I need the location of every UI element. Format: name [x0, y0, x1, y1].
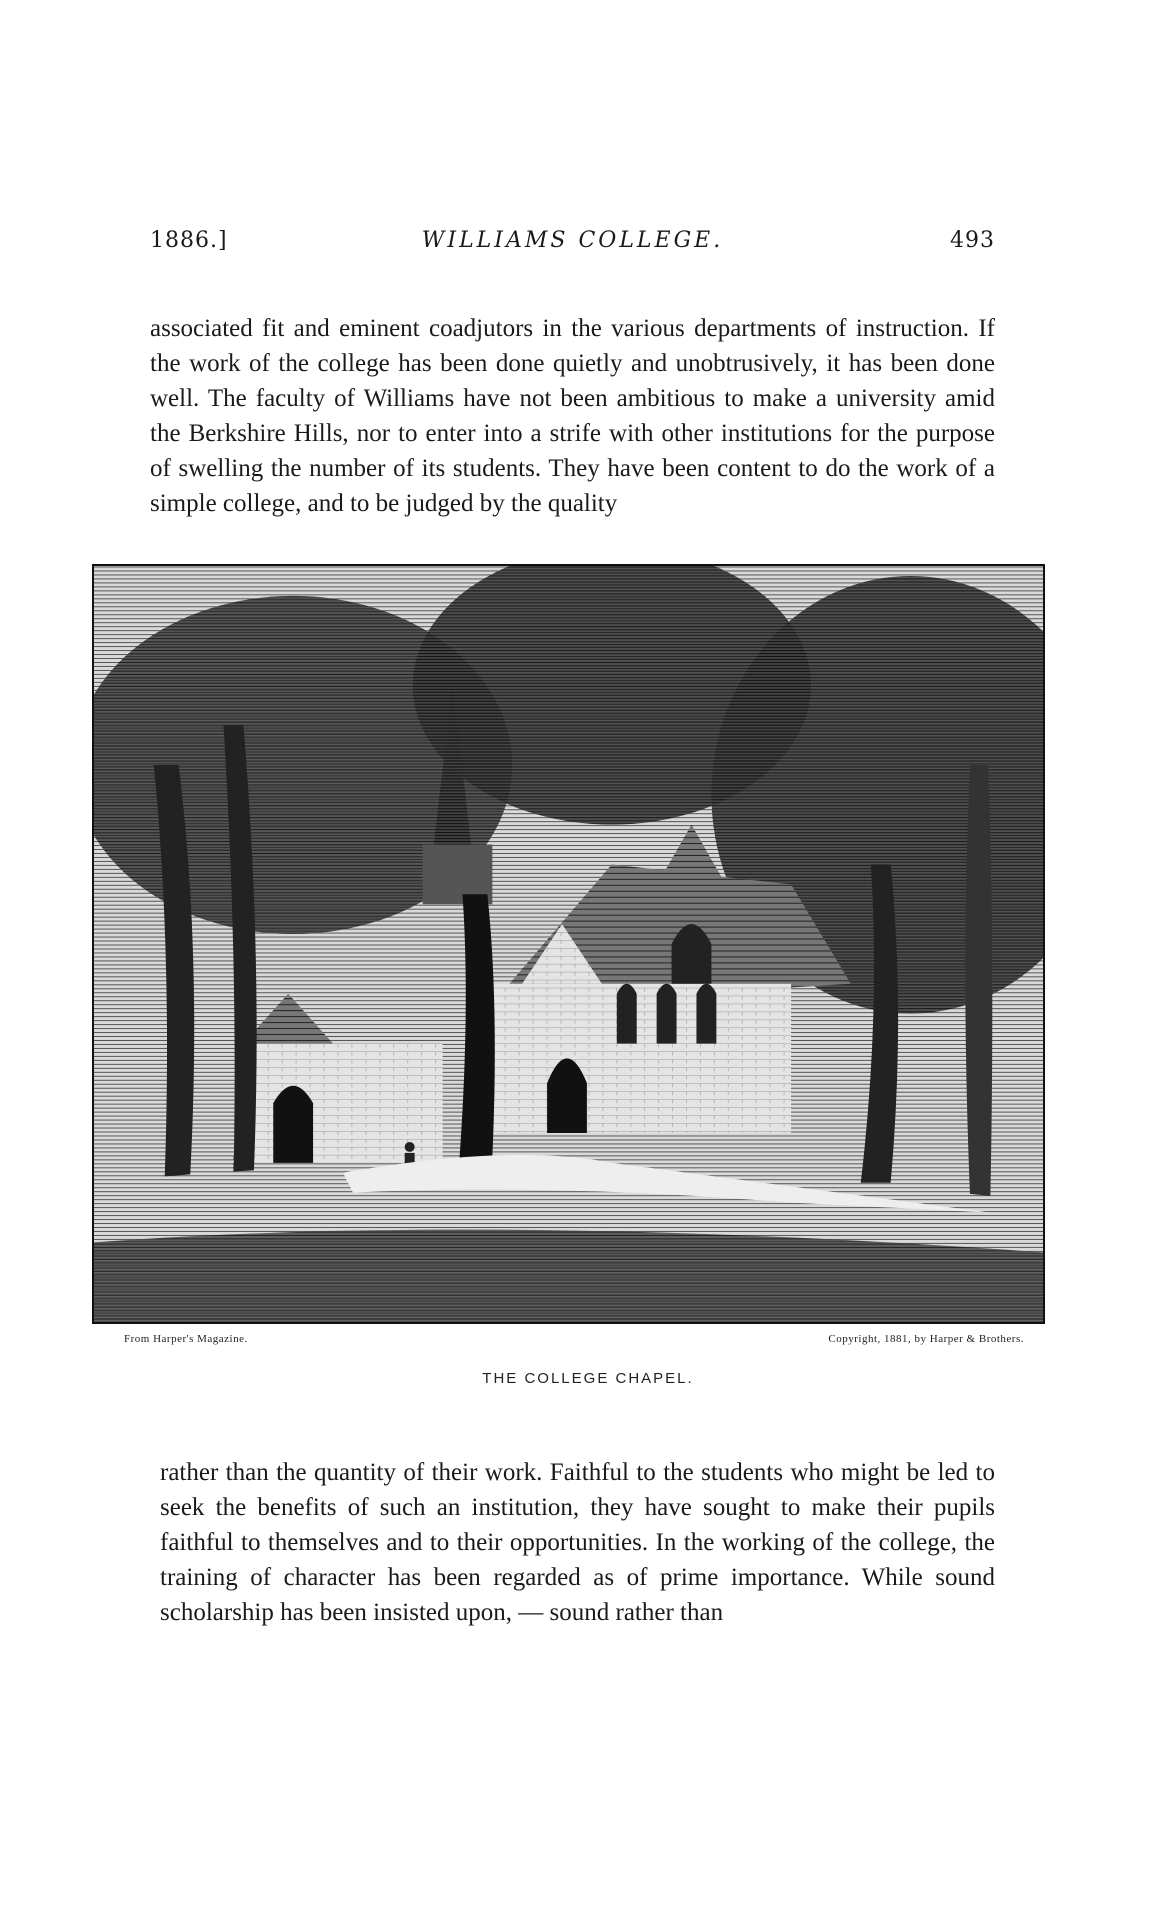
figure-credit-source: From Harper's Magazine.	[124, 1333, 248, 1345]
page-number: 493	[950, 228, 995, 253]
figure-credit-copyright: Copyright, 1881, by Harper & Brothers.	[828, 1333, 1024, 1345]
running-head-title: WILLIAMS COLLEGE.	[421, 228, 724, 253]
chapel-engraving-illustration	[94, 566, 1043, 1322]
chapel-engraving	[92, 564, 1045, 1324]
running-head	[150, 228, 995, 262]
body-paragraph-bottom: rather than the quantity of their work. Faithful to the students who might be led to seek the benefits of such an institution, they have sought to make their pupils faithful to themselves and to their opportunities. In the working of the college, the training of character has been regarded as of prime importance. While sound scholarship has been insisted upon, — sound rather than	[160, 1459, 995, 1626]
body-paragraph-top: associated fit and eminent coadjutors in the various departments of instruction. If the work of the college has been done quietly and unobtrusively, it has been done well. The faculty of Williams have not been ambitious to make a university amid the Berkshire Hills, nor to enter into a strife with other institutions for the purpose of swelling the number of its students. They have been content to do the work of a simple college, and to be judged by the quality	[150, 315, 995, 517]
running-head-year: 1886.]	[150, 228, 228, 253]
figure-caption: THE COLLEGE CHAPEL.	[482, 1370, 694, 1387]
